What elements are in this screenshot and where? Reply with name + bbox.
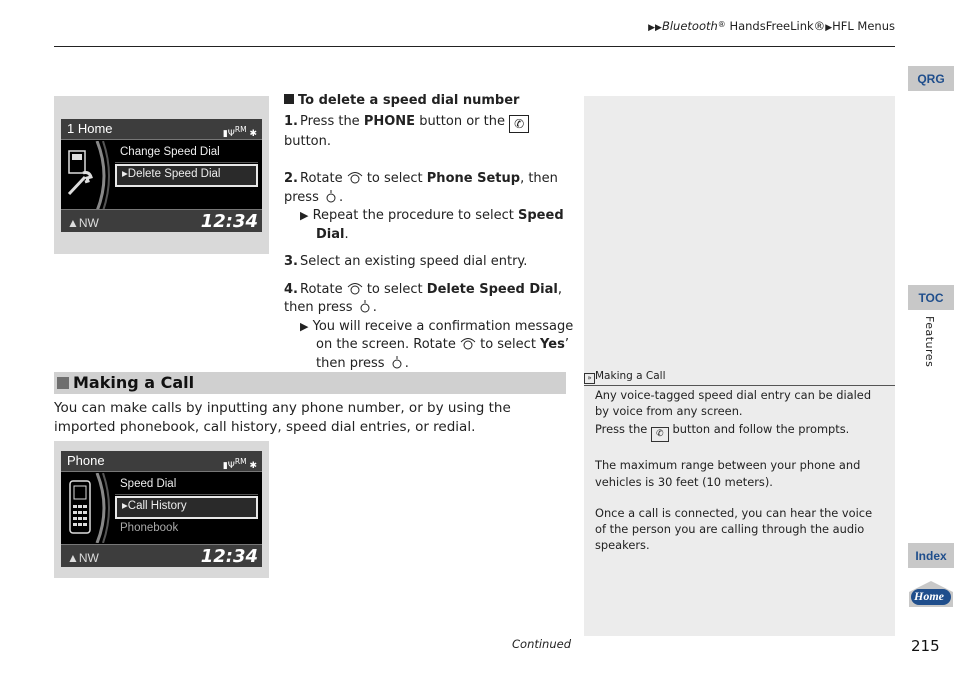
step-text: Rotate <box>300 281 347 297</box>
step-text: , then press <box>284 171 558 205</box>
step-text: button. <box>284 133 332 149</box>
screen-status-bar <box>61 544 262 567</box>
header-section: HFL Menus <box>832 19 895 33</box>
sidebar-paragraph: The maximum range between your phone and vehicles is 30 feet (10 meters). <box>595 458 861 489</box>
triangle-icon: ▶▶ <box>648 23 662 33</box>
screen-title-bar <box>61 451 262 472</box>
menu-item-label: Call History <box>127 500 187 512</box>
signal-bluetooth-icons: $▮\Psi^{RM}$ ✱ <box>222 457 257 471</box>
screen-title-bar <box>61 119 262 140</box>
header-rule <box>54 46 895 47</box>
phone-button-name: PHONE <box>363 113 416 129</box>
triangle-icon: ▶ <box>300 209 309 222</box>
dial-arc-icon <box>95 141 113 211</box>
rotate-knob-icon <box>347 171 363 184</box>
clock-display: 12:34 <box>200 546 258 567</box>
qrg-tab-label: QRG <box>917 71 945 86</box>
menu-divider <box>115 162 258 163</box>
procedure-title <box>284 92 579 111</box>
menu-item-call-history[interactable]: ▸Call History <box>115 496 258 519</box>
sidebar-text: button and follow the prompts. <box>668 422 850 437</box>
menu-item-label: Delete Speed Dial <box>127 168 221 180</box>
step-number: 3. <box>284 254 298 269</box>
speed-dial-label: Speed Dial <box>316 208 564 242</box>
page-number: 215 <box>911 637 940 655</box>
phone-handset-icon: ✆ <box>509 115 529 133</box>
press-knob-icon <box>357 300 373 313</box>
screenshot-delete-speed-dial <box>54 96 269 254</box>
qrg-tab[interactable] <box>908 66 954 91</box>
procedure-title-text: To delete a speed dial number <box>298 93 520 108</box>
note-icon: » <box>584 373 595 384</box>
step-text: . <box>372 300 377 315</box>
sidebar-paragraph: Once a call is connected, you can hear the voice of the person you are calling through the audio speakers. <box>595 505 873 553</box>
step-text: to select <box>362 171 427 186</box>
substep-text: . <box>344 226 349 242</box>
substep-text: Repeat the procedure to select <box>312 208 519 223</box>
step-text: to select <box>362 281 427 297</box>
procedure-column <box>284 92 579 373</box>
press-knob-icon <box>323 190 339 203</box>
triangle-icon: ▶ <box>825 23 833 33</box>
section-heading-bar <box>54 372 566 394</box>
step-4 <box>284 281 579 318</box>
step-4-substep <box>284 318 579 374</box>
sidebar-heading-text: Making a Call <box>595 370 666 382</box>
substep-text: ’ then press <box>316 337 569 371</box>
menu-item-speed-dial[interactable]: Speed Dial <box>120 478 177 490</box>
features-label: Features <box>923 316 936 368</box>
home-tab[interactable] <box>908 580 954 608</box>
menu-item-phonebook[interactable]: Phonebook <box>120 522 179 534</box>
substep-text: . <box>404 355 409 371</box>
sidebar-text: Press the <box>595 422 651 437</box>
yes-label: Yes <box>540 337 565 352</box>
running-header <box>648 19 895 33</box>
clock-display: 12:34 <box>200 211 258 232</box>
screen-status-bar <box>61 209 262 232</box>
compass-heading: ▲NW <box>67 551 99 565</box>
screenshot-phone-menu <box>54 441 269 578</box>
menu-item-change-speed-dial[interactable]: Change Speed Dial <box>120 146 220 158</box>
phone-setup-label: Phone Setup <box>426 171 521 186</box>
continued-label: Continued <box>512 637 572 651</box>
step-text: Select an existing speed dial entry. <box>300 254 528 269</box>
toc-tab-label: TOC <box>918 290 944 305</box>
sidebar-body <box>595 387 885 568</box>
square-bullet-icon <box>57 377 69 389</box>
dial-arc-icon <box>95 473 113 543</box>
substep-text: to select <box>475 337 541 352</box>
menu-item-delete-speed-dial[interactable]: ▸Delete Speed Dial <box>115 164 258 187</box>
section-title: Making a Call <box>73 373 195 392</box>
substep-text: You will receive a confirmation message on the screen. Rotate <box>312 318 574 352</box>
step-text: button or the <box>415 113 510 129</box>
menu-divider <box>115 494 258 495</box>
step-number: 4. <box>284 281 298 297</box>
header-reg: ® <box>717 20 726 29</box>
sidebar-paragraph: Any voice-tagged speed dial entry can be dialed by voice from any screen. <box>595 388 872 419</box>
rotate-knob-icon <box>347 282 363 295</box>
display-screen <box>61 451 262 567</box>
header-handsfreelink: HandsFreeLink® <box>729 19 826 33</box>
step-text: Press the <box>300 113 364 129</box>
sidebar-heading <box>584 368 895 386</box>
toc-tab[interactable] <box>908 285 954 310</box>
talk-button-icon: ✆ <box>651 427 669 442</box>
mobile-phone-icon <box>67 479 93 535</box>
home-tab-label: Home <box>914 589 944 603</box>
header-bluetooth: Bluetooth <box>661 19 718 33</box>
rotate-knob-icon <box>460 337 476 350</box>
wrench-phone-icon <box>65 149 95 199</box>
step-text: Rotate <box>300 171 347 186</box>
step-2-substep <box>284 207 579 244</box>
step-text: , then press <box>284 281 562 315</box>
delete-speed-dial-label: Delete Speed Dial <box>426 281 558 297</box>
step-number: 2. <box>284 171 298 186</box>
step-1 <box>284 113 579 152</box>
section-intro: You can make calls by inputting any phone number, or by using the imported phonebook, call history, speed dial entries, or redial. <box>54 400 511 435</box>
compass-heading: ▲NW <box>67 216 99 230</box>
screen-title: 1 Home <box>67 121 113 136</box>
index-tab-label: Index <box>915 548 947 563</box>
square-bullet-icon <box>284 94 294 104</box>
press-knob-icon <box>389 356 405 369</box>
step-2 <box>284 170 579 207</box>
heading-text: NW <box>78 551 99 565</box>
screen-title: Phone <box>67 453 105 468</box>
signal-bluetooth-icons: $▮\Psi^{RM}$ ✱ <box>222 125 257 139</box>
heading-text: NW <box>78 216 99 230</box>
index-tab[interactable] <box>908 543 954 568</box>
step-number: 1. <box>284 113 298 129</box>
triangle-icon: ▶ <box>300 319 309 333</box>
sidebar-paragraph <box>595 421 885 442</box>
step-3 <box>284 253 579 272</box>
display-screen <box>61 119 262 232</box>
step-text: . <box>339 189 344 205</box>
